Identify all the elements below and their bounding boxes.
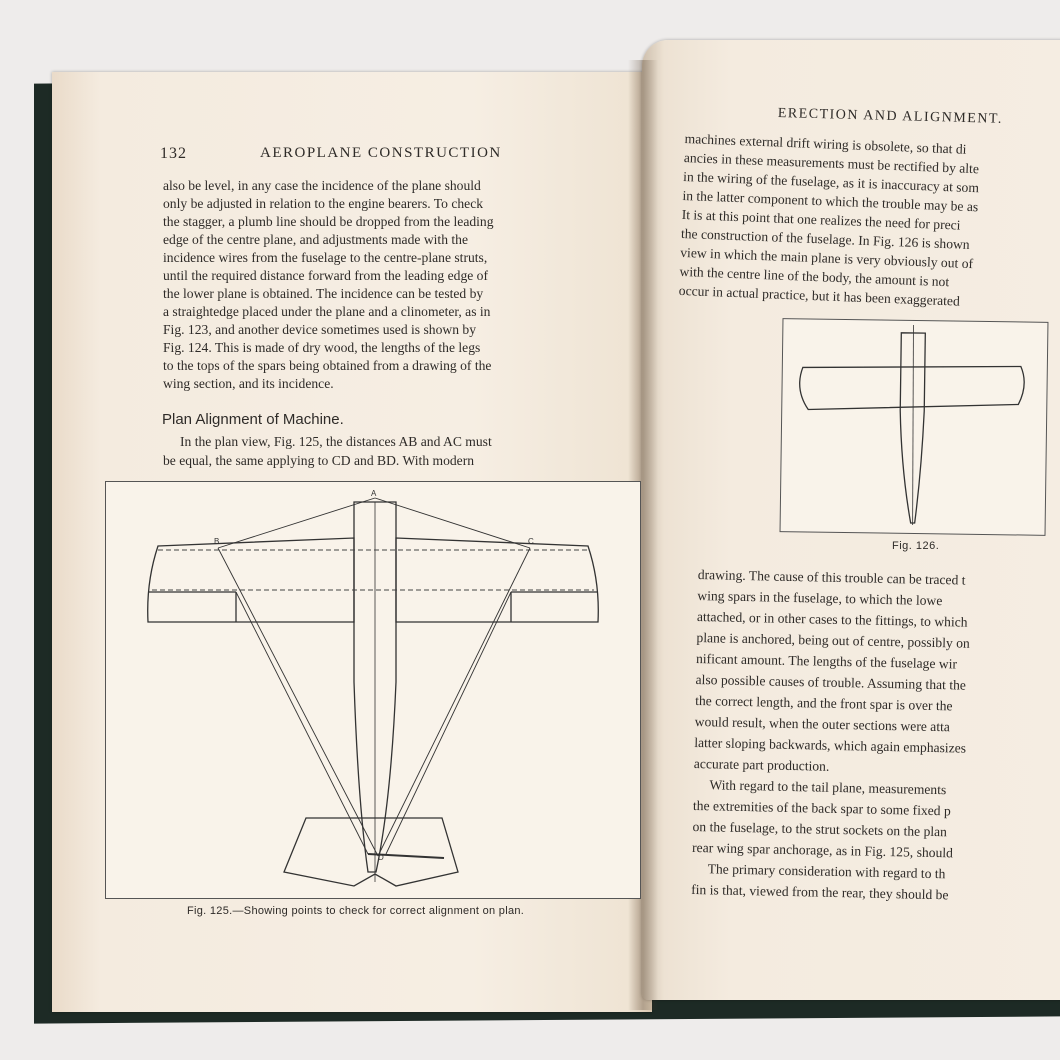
text-line: also be level, in any case the incidence of the plane should [163,178,481,193]
text-line: latter sloping backwards, which again emphasizes [694,734,967,756]
text-line: the stagger, a plumb line should be dropped from the leading [163,214,494,229]
text-line: a straightedge placed under the plane and a clinometer, as in [163,304,491,319]
tail-plane [284,818,458,886]
text-line: occur in actual practice, but it has been exaggerated [678,282,961,309]
text-line: on the fuselage, to the strut sockets on the plan [692,818,948,840]
plan-alignment-diagram [106,482,640,898]
text-line: Fig. 123, and another device sometimes used is shown by [163,322,476,337]
label-b: B [214,537,220,546]
text-line: the correct length, and the front spar is over the [695,692,953,714]
label-c: C [528,537,534,546]
right-wing [396,538,598,622]
text-line: ancies in these measurements must be rectified by alte [683,149,980,177]
text-line: Fig. 124. This is made of dry wood, the lengths of the legs [163,340,481,355]
line-cd [378,548,530,856]
text-line: the lower plane is obtained. The incidence can be tested by [163,286,484,301]
text-line: It is at this point that one realizes the need for preci [681,206,961,233]
label-d: D [378,853,384,862]
text-line: the extremities of the back spar to some fixed p [692,797,951,819]
text-line: wing spars in the fuselage, to which the lowe [697,587,943,609]
text-line: In the plan view, Fig. 125, the distances AB and AC must [180,434,492,449]
figure-126-caption: Fig. 126. [892,540,940,552]
text-line: accurate part production. [693,755,830,774]
text-line: edge of the centre plane, and adjustments made with the [163,232,468,247]
text-line: in the latter component to which the trouble may be as [682,187,979,215]
text-line: With regard to the tail plane, measurements [709,777,947,798]
text-line: view in which the main plane is very obviously out of [680,244,974,272]
section-heading: Plan Alignment of Machine. [162,411,344,428]
text-line: also possible causes of trouble. Assuming that the [695,671,967,693]
main-plane [799,363,1024,412]
text-line: drawing. The cause of this trouble can be traced t [697,566,966,588]
text-line: the construction of the fuselage. In Fig. 126 is shown [680,225,970,253]
text-line: plane is anchored, being out of centre, possibly on [696,629,970,651]
text-line: rear wing spar anchorage, as in Fig. 125, should [691,839,954,861]
running-head-left: AEROPLANE CONSTRUCTION [260,145,502,161]
text-line: The primary consideration with regard to th [707,861,946,882]
text-line: incidence wires from the fuselage to the centre-plane struts, [163,250,488,265]
text-line: only be adjusted in relation to the engine bearers. To check [163,196,484,211]
figure-126-misaligned-plane [780,318,1049,536]
text-line: be equal, the same applying to CD and BD. With modern [163,453,475,468]
page-number: 132 [160,145,187,162]
text-line: fin is that, viewed from the rear, they should be [691,881,949,903]
text-line: attached, or in other cases to the fittings, to which [696,608,968,630]
text-line: would result, when the outer sections were atta [694,713,951,735]
text-line: wing section, and its incidence. [163,376,334,391]
label-a: A [371,489,377,498]
left-wing [148,538,354,622]
text-line: until the required distance forward from the leading edge of [163,268,488,283]
right-bottom-text [690,566,1060,934]
fuselage-outline [899,333,926,523]
text-line: to the tops of the spars being obtained from a drawing of the [163,358,492,373]
text-line: machines external drift wiring is obsolete, so that di [684,130,967,157]
misaligned-plane-diagram [781,319,1048,535]
text-line: with the centre line of the body, the amount is not [679,263,950,290]
figure-125-plan-view [105,481,641,899]
text-line: nificant amount. The lengths of the fuselage wir [695,650,958,672]
figure-125-caption: Fig. 125.—Showing points to check for correct alignment on plan. [187,905,525,917]
text-line: in the wiring of the fuselage, as it is inaccuracy at som [682,168,980,196]
running-head-right: ERECTION AND ALIGNMENT. [777,106,1004,127]
